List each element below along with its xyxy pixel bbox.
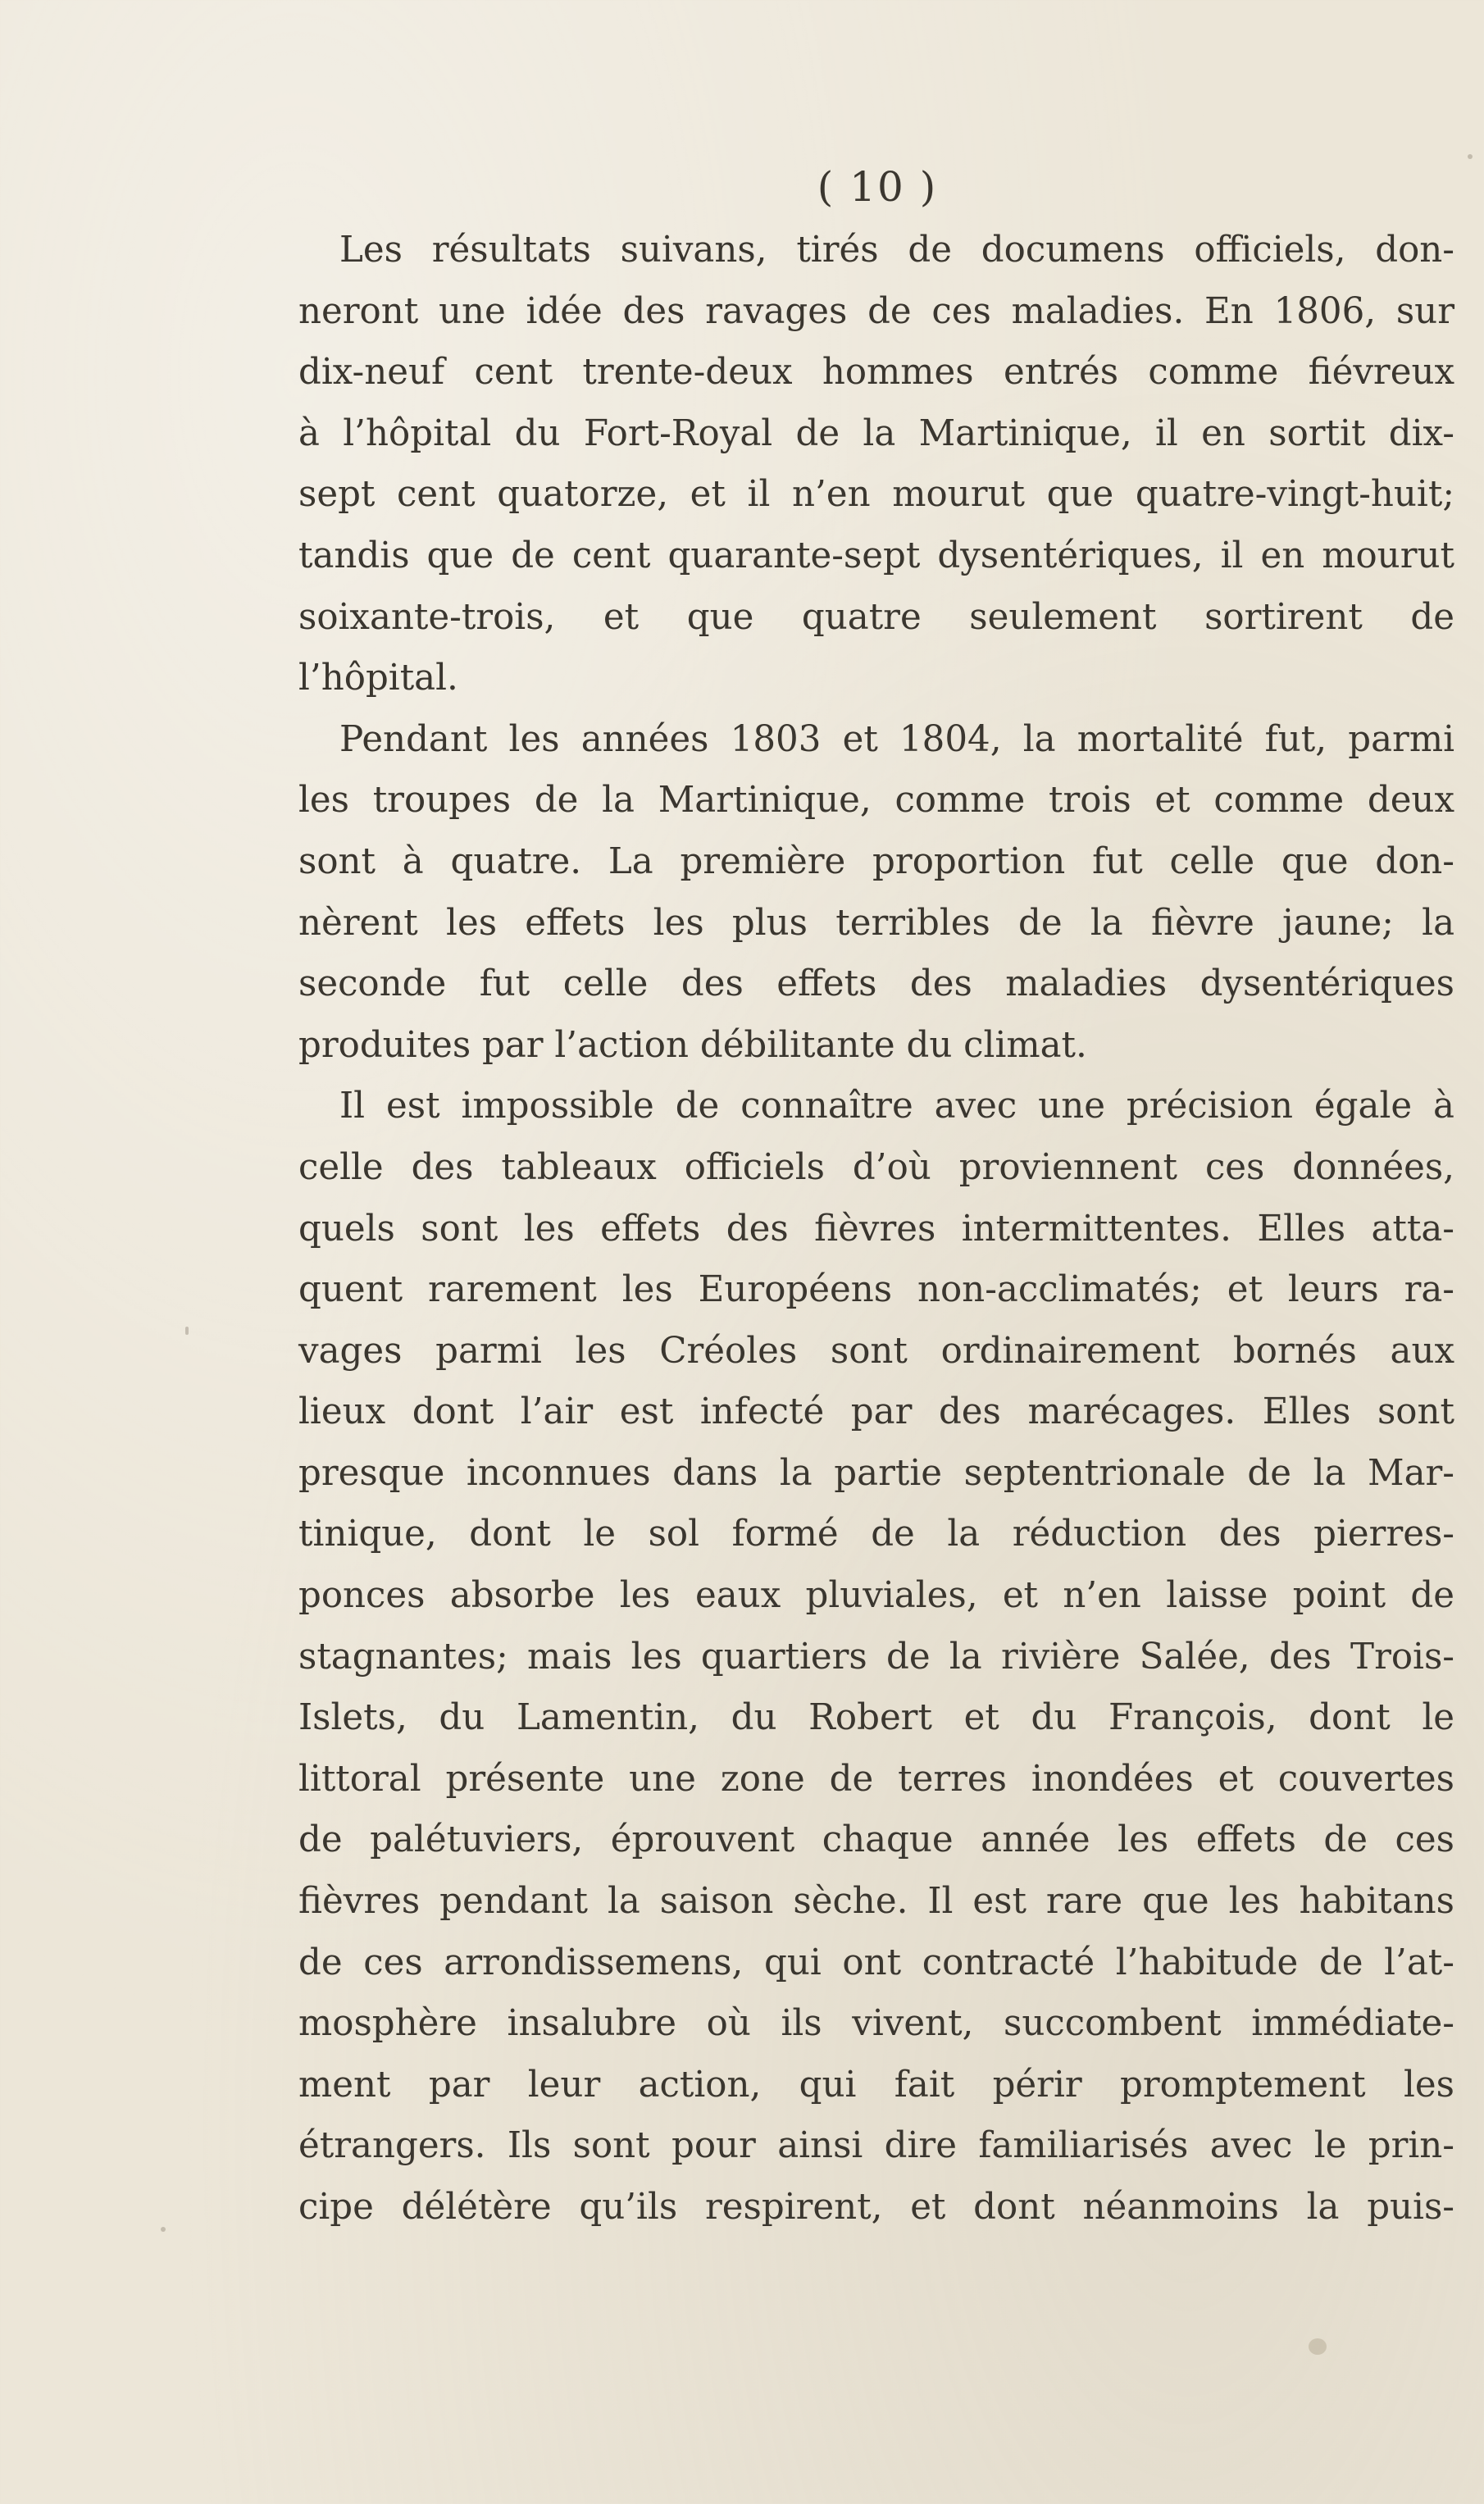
text-line: tinique, dont le sol formé de la réduction des pierres- [298, 1514, 1454, 1555]
text-line: fièvres pendant la saison sèche. Il est rare que les habitans [298, 1881, 1454, 1923]
text-line: sont à quatre. La première proportion fut celle que don- [298, 840, 1454, 882]
text-line: littoral présente une zone de terres inondées et couvertes [298, 1758, 1454, 1800]
text-line: neront une idée des ravages de ces maladies. En 1806, sur [298, 290, 1454, 332]
text-line: à l’hôpital du Fort-Royal de la Martinique, il en sortit dix- [298, 412, 1454, 454]
text-line: stagnantes; mais les quartiers de la rivière Salée, des Trois- [298, 1636, 1454, 1678]
paper-speck [185, 1327, 189, 1335]
text-line: mosphère insalubre où ils vivent, succombent immédiate- [298, 2003, 1454, 2045]
text-line: étrangers. Ils sont pour ainsi dire familiarisés avec le prin- [298, 2125, 1454, 2167]
paper-speck [161, 2227, 166, 2232]
text-line: de ces arrondissemens, qui ont contracté l’habitude de l’at- [298, 1942, 1454, 1983]
text-line: quent rarement les Européens non-acclimatés; et leurs ra- [298, 1269, 1454, 1311]
text-line: Islets, du Lamentin, du Robert et du François, dont le [298, 1697, 1454, 1739]
paper-speck [1309, 2338, 1327, 2355]
text-line: de palétuviers, éprouvent chaque année les effets de ces [298, 1819, 1454, 1861]
text-line: vages parmi les Créoles sont ordinairement bornés aux [298, 1330, 1454, 1372]
text-line: Pendant les années 1803 et 1804, la mortalité fut, parmi [339, 718, 1454, 760]
text-line: lieux dont l’air est infecté par des marécages. Elles sont [298, 1391, 1454, 1433]
text-line: soixante-trois, et que quatre seulement sortirent de [298, 596, 1454, 638]
text-line: cipe délétère qu’ils respirent, et dont néanmoins la puis- [298, 2187, 1454, 2228]
text-line: sept cent quatorze, et il n’en mourut que quatre-vingt-huit; [298, 474, 1454, 516]
text-line: Il est impossible de connaître avec une précision égale à [339, 1086, 1454, 1127]
body-text [298, 220, 1454, 2238]
text-line: seconde fut celle des effets des maladies dysentériques [298, 963, 1454, 1005]
text-line: nèrent les effets les plus terribles de la fièvre jaune; la [298, 902, 1454, 944]
text-line: presque inconnues dans la partie septentrionale de la Mar- [298, 1452, 1454, 1494]
text-line: dix-neuf cent trente-deux hommes entrés comme fiévreux [298, 352, 1454, 394]
text-line: les troupes de la Martinique, comme trois et comme deux [298, 780, 1454, 822]
text-line: ponces absorbe les eaux pluviales, et n’en laisse point de [298, 1575, 1454, 1617]
text-line: l’hôpital. [298, 658, 458, 699]
text-line: quels sont les effets des fièvres intermittentes. Elles atta- [298, 1208, 1454, 1250]
text-line: ment par leur action, qui fait périr promptement les [298, 2064, 1454, 2106]
text-line: produites par l’action débilitante du climat. [298, 1024, 1087, 1066]
text-line: Les résultats suivans, tirés de documens officiels, don- [339, 230, 1454, 271]
paper-speck [1468, 154, 1473, 159]
text-line: tandis que de cent quarante-sept dysentériques, il en mourut [298, 535, 1454, 576]
page-number: ( 10 ) [817, 163, 938, 211]
text-line: celle des tableaux officiels d’où proviennent ces données, [298, 1146, 1454, 1188]
